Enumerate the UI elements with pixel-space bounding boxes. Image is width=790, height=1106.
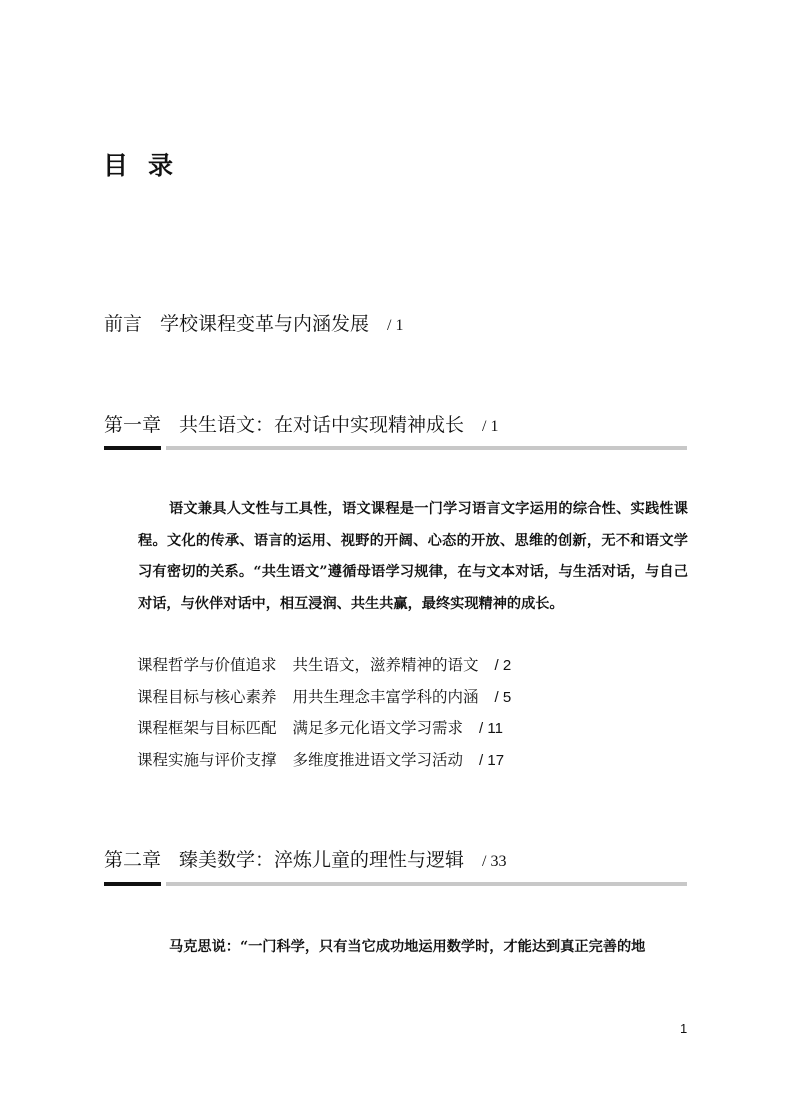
- toc-section-entry[interactable]: [137, 653, 511, 675]
- section-page: / 5: [494, 689, 512, 706]
- chapter-page: / 1: [482, 418, 499, 435]
- section-page: / 17: [479, 752, 505, 769]
- chapter-divider: [166, 446, 687, 450]
- chapter-intro: 语文兼具人文性与工具性，语文课程是一门学习语言文字运用的综合性、实践性课程。文化的传承、语言的运用、视野的开阔、心态的开放、思维的创新，无不和语文学习有密切的关系。“共生语文”遵循母语学习规律，在与文本对话，与生活对话，与自己对话，与伙伴对话中，相互浸润、共生共赢，最终实现精神的成长。: [138, 501, 688, 612]
- chapter-page: / 33: [482, 853, 507, 870]
- toc-entry-chapter-2[interactable]: [104, 845, 506, 872]
- chapter-intro: 马克思说：“一门科学，只有当它成功地运用数学时，才能达到真正完善的地: [169, 939, 646, 955]
- section-subtitle: 满足多元化语文学习需求: [292, 719, 464, 737]
- preface-label: 前言: [104, 313, 143, 335]
- section-subtitle: 用共生理念丰富学科的内涵: [292, 688, 479, 706]
- section-subtitle: 多维度推进语文学习活动: [292, 751, 464, 769]
- section-title: 课程目标与核心素养: [137, 688, 277, 706]
- section-title: 课程哲学与价值追求: [137, 656, 277, 674]
- preface-title: 学校课程变革与内涵发展: [160, 313, 370, 335]
- section-page: / 2: [494, 657, 512, 674]
- chapter-divider: [166, 882, 687, 886]
- toc-section-entry[interactable]: [137, 748, 504, 770]
- section-title: 课程实施与评价支撑: [137, 751, 277, 769]
- section-subtitle: 共生语文，滋养精神的语文: [292, 656, 479, 674]
- toc-entry-preface[interactable]: [104, 309, 403, 336]
- section-page: / 11: [479, 720, 503, 737]
- toc-section-entry[interactable]: [137, 685, 511, 707]
- preface-page: / 1: [387, 317, 404, 334]
- section-title: 课程框架与目标匹配: [137, 719, 277, 737]
- toc-entry-chapter-1[interactable]: [104, 410, 498, 437]
- page-number: 1: [680, 1021, 688, 1036]
- toc-section-entry[interactable]: [137, 716, 503, 738]
- chapter-divider-accent: [104, 882, 161, 886]
- chapter-label: 第二章: [104, 849, 162, 871]
- chapter-title: 共生语文：在对话中实现精神成长: [179, 414, 465, 436]
- toc-title: 目录: [103, 151, 194, 180]
- chapter-label: 第一章: [104, 414, 162, 436]
- chapter-divider-accent: [104, 446, 161, 450]
- chapter-title: 臻美数学：淬炼儿童的理性与逻辑: [179, 849, 465, 871]
